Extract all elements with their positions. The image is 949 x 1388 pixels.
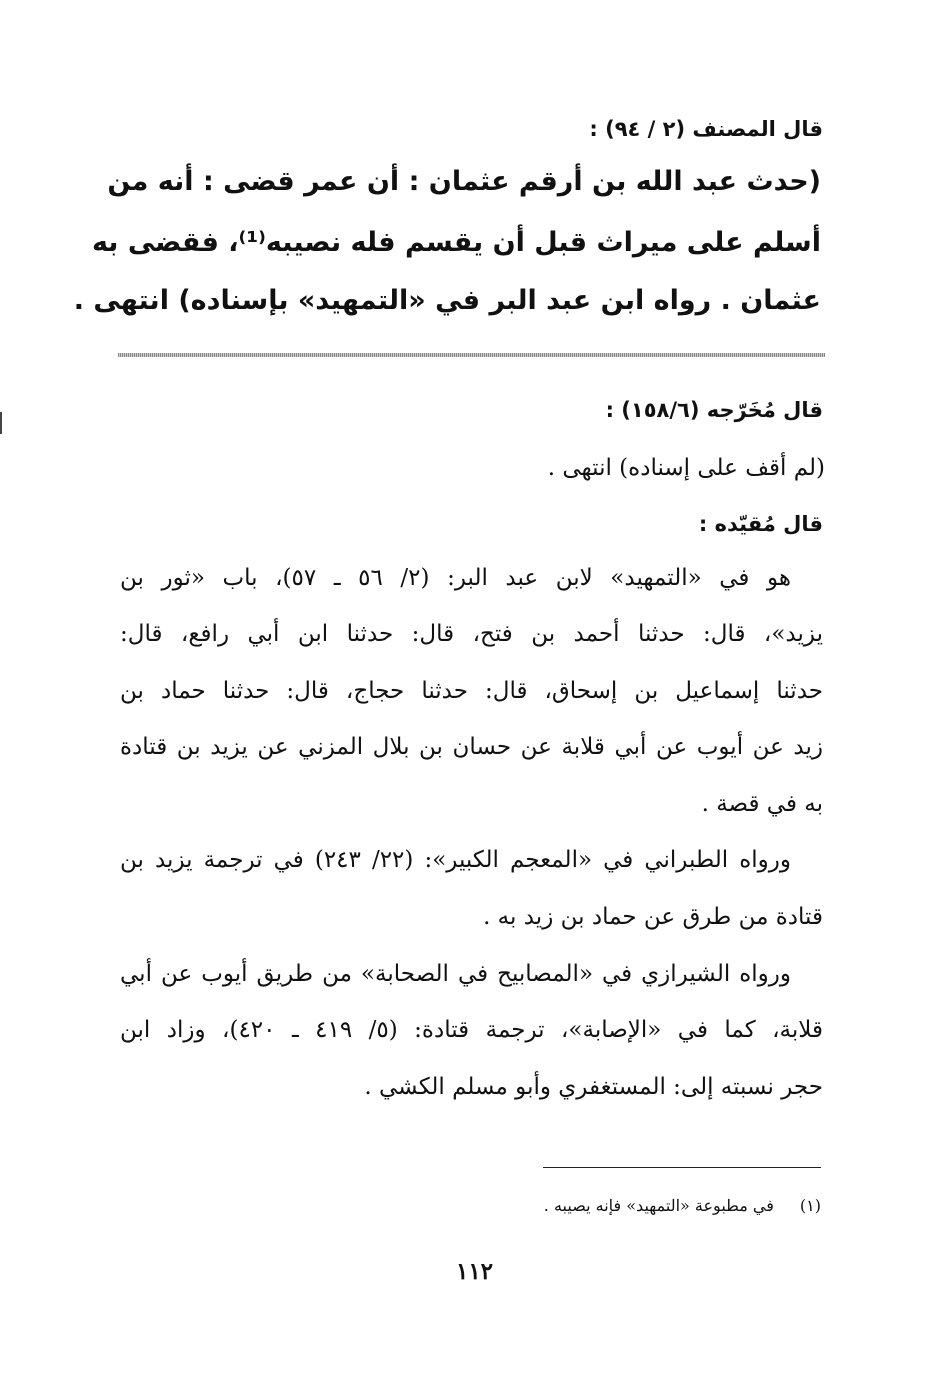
footnote-text: في مطبوعة «التمهيد» فإنه يصيبه . bbox=[543, 1196, 774, 1215]
paragraph3-line-3: حجر نسبته إلى: المستغفري وأبو مسلم الكشي . bbox=[364, 1074, 823, 1100]
paragraph1-line-2: يزيد»، قال: حدثنا أحمد بن فتح، قال: حدثنا ابن أبي رافع، قال: bbox=[120, 621, 823, 647]
quote-line-1: (حدث عبد الله بن أرقم عثمان : أن عمر قضى : أنه من bbox=[107, 166, 821, 197]
footnote-rule bbox=[543, 1167, 821, 1168]
paragraph1-line-1: هو في «التمهيد» لابن عبد البر: (٢/ ٥٦ ـ ٥٧)، باب «ثور بن bbox=[120, 565, 792, 591]
quote-line-3: عثمان . رواه ابن عبد البر في «التمهيد» بإسناده) انتهى . bbox=[73, 285, 821, 316]
scan-edge-mark bbox=[0, 412, 2, 434]
muqayyid-heading: قال مُقيّده : bbox=[698, 512, 823, 536]
quote-line-2: أسلم على ميراث قبل أن يقسم فله نصيبه⁽¹⁾، فقضى به bbox=[91, 227, 821, 258]
paragraph1-line-4: زيد عن أيوب عن أبي قلابة عن حسان بن بلال المزني عن يزيد بن قتادة bbox=[120, 734, 823, 760]
paragraph3-line-2: قلابة، كما في «الإصابة»، ترجمة قتادة: (٥/ ٤١٩ ـ ٤٢٠)، وزاد ابن bbox=[120, 1017, 823, 1043]
takhrij-text: (لم أقف على إسناده) انتهى . bbox=[547, 455, 825, 481]
paragraph2-line-2: قتادة من طرق عن حماد بن زيد به . bbox=[483, 904, 823, 930]
section-separator bbox=[118, 353, 825, 357]
takhrij-heading: قال مُخَرّجه (١٥٨/٦) : bbox=[605, 398, 823, 422]
paragraph1-line-3: حدثنا إسماعيل بن إسحاق، قال: حدثنا حجاج، قال: حدثنا حماد بن bbox=[120, 678, 823, 704]
author-heading: قال المصنف (٢ / ٩٤) : bbox=[589, 117, 823, 141]
footnote bbox=[544, 1196, 821, 1215]
footnote-number: (١) bbox=[799, 1196, 821, 1215]
page-number: ١١٢ bbox=[455, 1258, 494, 1285]
paragraph2-line-1: ورواه الطبراني في «المعجم الكبير»: (٢٢/ ٢٤٣) في ترجمة يزيد بن bbox=[120, 847, 792, 873]
paragraph3-line-1: ورواه الشيرازي في «المصابيح في الصحابة» من طريق أيوب عن أبي bbox=[120, 961, 791, 987]
paragraph1-line-5: به في قصة . bbox=[701, 791, 823, 817]
